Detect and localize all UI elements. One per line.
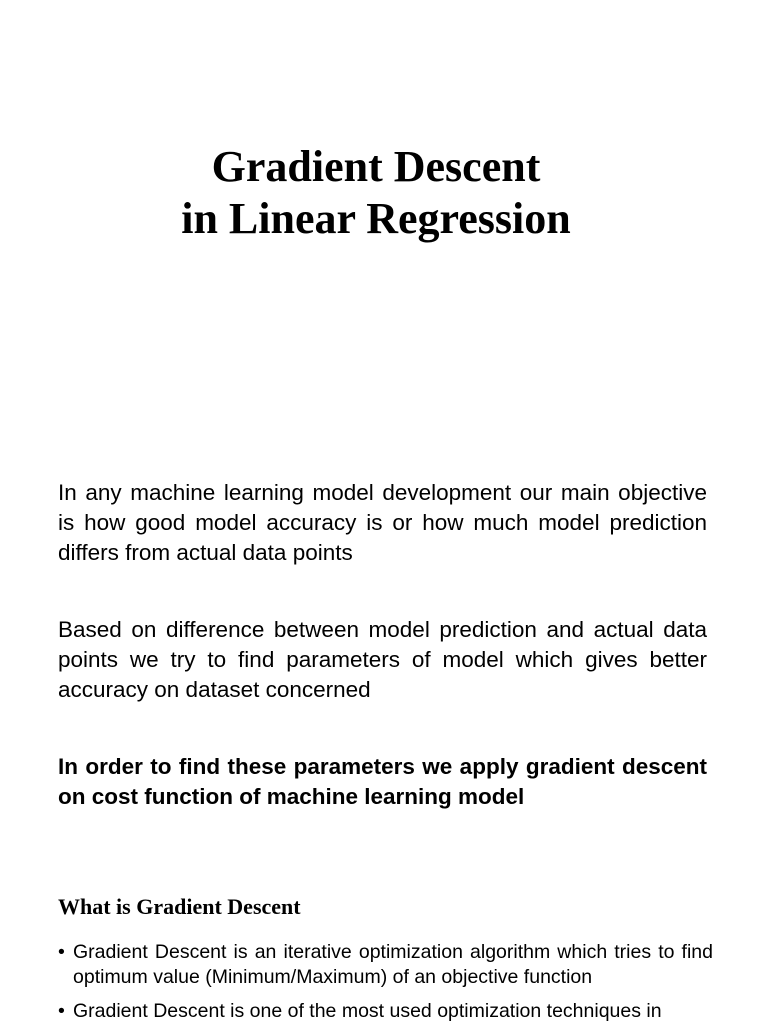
list-item [58, 940, 713, 990]
bullet-icon: • [58, 941, 65, 963]
list-item-text: Gradient Descent is an iterative optimization algorithm which tries to find optimum value (Minimum/Maximum) of an objective function [73, 941, 713, 988]
paragraph-parameters: Based on difference between model prediction and actual data points we try to find parameters of model which gives better accuracy on dataset concerned [58, 617, 707, 702]
bullet-list [58, 940, 713, 1024]
paragraph-objective: In any machine learning model development our main objective is how good model accuracy is or how much model prediction differs from actual data points [58, 480, 707, 565]
title-line-2: in Linear Regression [181, 194, 571, 243]
page-title [0, 141, 752, 245]
section-heading: What is Gradient Descent [58, 894, 301, 919]
list-item-text: Gradient Descent is one of the most used optimization techniques in [73, 1000, 662, 1022]
bullet-icon: • [58, 1000, 65, 1022]
paragraph-gradient-descent-emphasis: In order to find these parameters we apply gradient descent on cost function of machine learning model [58, 754, 707, 809]
list-item [58, 999, 713, 1024]
title-line-1: Gradient Descent [211, 142, 541, 191]
